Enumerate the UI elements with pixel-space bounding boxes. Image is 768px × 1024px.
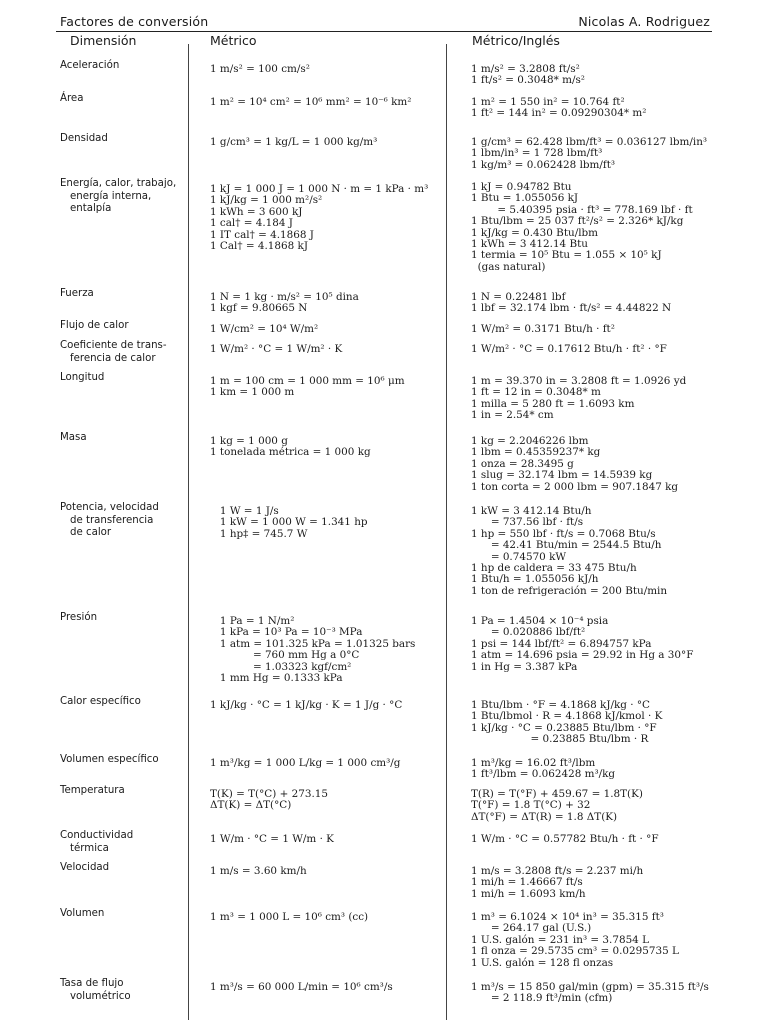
- row-metric-english: [471, 758, 761, 781]
- metric-equation: 1 W/m² · °C = 1 W/m² · K: [210, 343, 343, 355]
- metric-equation: 1 W = 1 J/s: [210, 505, 279, 517]
- metric-equation: 1 g/cm³ = 1 kg/L = 1 000 kg/m³: [210, 136, 378, 148]
- row-metric: [210, 616, 442, 684]
- row-metric: [210, 834, 442, 845]
- row-metric: [210, 97, 442, 108]
- column-divider-right: [446, 44, 447, 1020]
- metric-equation: 1 Cal† = 4.1868 kJ: [210, 240, 309, 253]
- english-equation: 1 N = 0.22481 lbf: [471, 291, 566, 303]
- english-equation: 1 m³ = 6.1024 × 10⁴ in³ = 35.315 ft³: [471, 911, 664, 923]
- metric-equation: 1 cal† = 4.184 J: [210, 217, 293, 230]
- dimension-label: térmica: [70, 842, 109, 854]
- english-equation: 1 ton de refrigeración = 200 Btu/min: [471, 584, 668, 597]
- english-equation: T(R) = T(°F) + 459.67 = 1.8T(K): [471, 788, 643, 800]
- row-metric: [210, 344, 442, 355]
- metric-equation: 1 kWh = 3 600 kJ: [210, 205, 303, 218]
- row-metric-english: [471, 376, 761, 422]
- english-equation: 1 g/cm³ = 62.428 lbm/ft³ = 0.036127 lbm/in³: [471, 136, 708, 148]
- row-metric-english: [471, 344, 761, 355]
- row-dimension: [60, 830, 184, 855]
- dimension-label: Fuerza: [60, 288, 94, 299]
- metric-equation: 1 m/s = 3.60 km/h: [210, 865, 307, 877]
- english-equation: (gas natural): [471, 260, 546, 273]
- english-equation: 1 Btu = 1.055056 kJ: [471, 192, 579, 205]
- row-metric-english: [471, 982, 761, 1005]
- row-metric: [210, 292, 442, 315]
- metric-equation: = 1.03323 kgf/cm²: [210, 660, 352, 673]
- metric-equation: 1 atm = 101.325 kPa = 1.01325 bars: [210, 637, 416, 650]
- row-metric: [210, 789, 442, 812]
- english-equation: 1 slug = 32.174 lbm = 14.5939 kg: [471, 469, 653, 482]
- metric-equation: 1 hp‡ = 745.7 W: [210, 527, 308, 540]
- metric-equation: ΔT(K) = ΔT(°C): [210, 799, 292, 812]
- metric-equation: T(K) = T(°C) + 273.15: [210, 788, 328, 800]
- english-equation: 1 ft³/lbm = 0.062428 m³/kg: [471, 768, 616, 781]
- english-equation: 1 lbf = 32.174 lbm · ft/s² = 4.44822 N: [471, 302, 672, 315]
- english-equation: 1 in = 2.54* cm: [471, 409, 554, 422]
- column-header-dimension: Dimensión: [70, 33, 137, 48]
- row-dimension: [60, 978, 184, 1003]
- document-title: Factores de conversión: [60, 14, 209, 29]
- row-dimension: [60, 432, 184, 445]
- english-equation: 1 m/s² = 3.2808 ft/s²: [471, 63, 580, 75]
- row-metric-english: [471, 866, 761, 900]
- dimension-label: Volumen: [60, 908, 105, 919]
- dimension-label: Densidad: [60, 133, 108, 144]
- english-equation: 1 lbm = 0.45359237* kg: [471, 446, 601, 459]
- row-metric: [210, 376, 442, 399]
- dimension-label: Energía, calor, trabajo,: [60, 178, 177, 189]
- dimension-label: Potencia, velocidad: [60, 502, 159, 513]
- row-metric-english: [471, 292, 761, 315]
- column-header-metric: Métrico: [210, 33, 257, 48]
- row-dimension: [60, 320, 184, 333]
- dimension-label: ferencia de calor: [70, 352, 156, 364]
- english-equation: 1 m³/s = 15 850 gal/min (gpm) = 35.315 ft³/s: [471, 981, 709, 993]
- english-equation: 1 kJ = 0.94782 Btu: [471, 181, 572, 193]
- dimension-label: Masa: [60, 432, 87, 443]
- dimension-label: Aceleración: [60, 60, 120, 71]
- metric-equation: 1 kgf = 9.80665 N: [210, 302, 308, 315]
- metric-equation: 1 W/m · °C = 1 W/m · K: [210, 833, 334, 845]
- row-metric: [210, 700, 442, 711]
- row-metric-english: [471, 912, 761, 969]
- dimension-label: volumétrico: [70, 990, 131, 1002]
- metric-equation: 1 N = 1 kg · m/s² = 10⁵ dina: [210, 291, 359, 303]
- row-dimension: [60, 288, 184, 301]
- english-equation: = 264.17 gal (U.S.): [471, 922, 592, 935]
- english-equation: 1 W/m² · °C = 0.17612 Btu/h · ft² · °F: [471, 343, 667, 355]
- row-metric-english: [471, 182, 761, 273]
- row-dimension: [60, 862, 184, 875]
- english-equation: 1 mi/h = 1.6093 km/h: [471, 887, 586, 900]
- metric-equation: = 760 mm Hg a 0°C: [210, 649, 360, 662]
- metric-equation: 1 m³ = 1 000 L = 10⁶ cm³ (cc): [210, 911, 369, 923]
- row-metric-english: [471, 324, 761, 335]
- column-header-metric-english: Métrico/Inglés: [472, 33, 560, 48]
- dimension-label: Tasa de flujo: [60, 978, 124, 989]
- english-equation: 1 m/s = 3.2808 ft/s = 2.237 mi/h: [471, 865, 644, 877]
- row-metric-english: [471, 834, 761, 845]
- metric-equation: 1 kJ = 1 000 J = 1 000 N · m = 1 kPa · m³: [210, 183, 429, 195]
- dimension-label: Conductividad: [60, 830, 134, 841]
- english-equation: = 42.41 Btu/min = 2544.5 Btu/h: [471, 539, 662, 552]
- metric-equation: 1 W/cm² = 10⁴ W/m²: [210, 323, 319, 335]
- metric-equation: 1 IT cal† = 4.1868 J: [210, 228, 314, 241]
- english-equation: 1 W/m · °C = 0.57782 Btu/h · ft · °F: [471, 833, 659, 845]
- english-equation: 1 hp = 550 lbf · ft/s = 0.7068 Btu/s: [471, 527, 656, 540]
- row-metric: [210, 912, 442, 923]
- row-dimension: [60, 133, 184, 146]
- english-equation: = 737.56 lbf · ft/s: [471, 516, 584, 529]
- row-metric: [210, 866, 442, 877]
- dimension-label: Temperatura: [60, 785, 125, 796]
- dimension-label: Presión: [60, 612, 98, 623]
- english-equation: 1 milla = 5 280 ft = 1.6093 km: [471, 397, 635, 410]
- dimension-label: de transferencia: [70, 514, 154, 526]
- row-metric-english: [471, 137, 761, 171]
- row-metric-english: [471, 64, 761, 87]
- english-equation: 1 W/m² = 0.3171 Btu/h · ft²: [471, 323, 615, 335]
- row-dimension: [60, 612, 184, 625]
- row-metric: [210, 506, 442, 540]
- dimension-label: Longitud: [60, 372, 105, 383]
- metric-equation: 1 m/s² = 100 cm/s²: [210, 63, 310, 75]
- row-metric: [210, 436, 442, 459]
- english-equation: 1 ft² = 144 in² = 0.09290304* m²: [471, 107, 647, 120]
- metric-equation: 1 m = 100 cm = 1 000 mm = 10⁶ μm: [210, 375, 405, 387]
- english-equation: 1 hp de caldera = 33 475 Btu/h: [471, 562, 637, 575]
- english-equation: = 0.74570 kW: [471, 550, 567, 563]
- english-equation: 1 Btu/lbmol · R = 4.1868 kJ/kmol · K: [471, 710, 663, 723]
- metric-equation: 1 m³/s = 60 000 L/min = 10⁶ cm³/s: [210, 981, 393, 993]
- row-metric-english: [471, 436, 761, 493]
- metric-equation: 1 m² = 10⁴ cm² = 10⁶ mm² = 10⁻⁶ km²: [210, 96, 412, 108]
- english-equation: ΔT(°F) = ΔT(R) = 1.8 ΔT(K): [471, 810, 618, 823]
- english-equation: = 0.23885 Btu/lbm · R: [471, 733, 649, 746]
- dimension-label: Área: [60, 93, 84, 104]
- english-equation: 1 ft/s² = 0.3048* m/s²: [471, 74, 585, 87]
- row-dimension: [60, 754, 184, 767]
- metric-equation: 1 Pa = 1 N/m²: [210, 615, 295, 627]
- row-metric: [210, 137, 442, 148]
- english-equation: 1 psi = 144 lbf/ft² = 6.894757 kPa: [471, 637, 652, 650]
- author-name: Nicolas A. Rodriguez: [578, 14, 710, 29]
- english-equation: 1 ton corta = 2 000 lbm = 907.1847 kg: [471, 480, 679, 493]
- dimension-label: Velocidad: [60, 862, 110, 873]
- column-divider-left: [188, 44, 189, 1020]
- english-equation: 1 m³/kg = 16.02 ft³/lbm: [471, 757, 596, 769]
- dimension-label: de calor: [70, 527, 112, 539]
- english-equation: 1 in Hg = 3.387 kPa: [471, 660, 578, 673]
- row-metric: [210, 982, 442, 993]
- english-equation: T(°F) = 1.8 T(°C) + 32: [471, 799, 591, 812]
- metric-equation: 1 m³/kg = 1 000 L/kg = 1 000 cm³/g: [210, 757, 401, 769]
- row-dimension: [60, 178, 184, 216]
- english-equation: 1 mi/h = 1.46667 ft/s: [471, 876, 583, 889]
- english-equation: 1 m² = 1 550 in² = 10.764 ft²: [471, 96, 625, 108]
- row-metric: [210, 324, 442, 335]
- row-dimension: [60, 908, 184, 921]
- english-equation: 1 kJ/kg · °C = 0.23885 Btu/lbm · °F: [471, 721, 657, 734]
- metric-equation: 1 kJ/kg = 1 000 m²/s²: [210, 194, 323, 207]
- row-dimension: [60, 340, 184, 365]
- row-dimension: [60, 372, 184, 385]
- english-equation: 1 lbm/in³ = 1 728 lbm/ft³: [471, 147, 603, 160]
- row-metric: [210, 758, 442, 769]
- metric-equation: 1 mm Hg = 0.1333 kPa: [210, 672, 343, 685]
- english-equation: 1 fl onza = 29.5735 cm³ = 0.0295735 L: [471, 945, 679, 958]
- row-metric-english: [471, 789, 761, 823]
- english-equation: = 5.40395 psia · ft³ = 778.169 lbf · ft: [471, 203, 693, 216]
- english-equation: 1 kW = 3 412.14 Btu/h: [471, 505, 592, 517]
- english-equation: = 2 118.9 ft³/min (cfm): [471, 992, 613, 1005]
- english-equation: 1 atm = 14.696 psia = 29.92 in Hg a 30°F: [471, 649, 694, 662]
- metric-equation: 1 kW = 1 000 W = 1.341 hp: [210, 516, 368, 529]
- metric-equation: 1 tonelada métrica = 1 000 kg: [210, 446, 371, 459]
- dimension-label: energía interna,: [70, 190, 152, 202]
- row-metric-english: [471, 506, 761, 597]
- row-dimension: [60, 502, 184, 540]
- metric-equation: 1 kJ/kg · °C = 1 kJ/kg · K = 1 J/g · °C: [210, 699, 403, 711]
- header-rule: [56, 31, 712, 32]
- english-equation: 1 ft = 12 in = 0.3048* m: [471, 386, 601, 399]
- dimension-label: entalpía: [70, 203, 112, 215]
- english-equation: 1 termia = 10⁵ Btu = 1.055 × 10⁵ kJ: [471, 249, 662, 262]
- metric-equation: 1 kPa = 10³ Pa = 10⁻³ MPa: [210, 626, 363, 639]
- row-dimension: [60, 785, 184, 798]
- row-dimension: [60, 93, 184, 106]
- english-equation: 1 kg = 2.2046226 lbm: [471, 435, 589, 447]
- english-equation: 1 Btu/h = 1.055056 kJ/h: [471, 573, 599, 586]
- english-equation: 1 Pa = 1.4504 × 10⁻⁴ psia: [471, 615, 609, 627]
- metric-equation: 1 kg = 1 000 g: [210, 435, 288, 447]
- english-equation: 1 kJ/kg = 0.430 Btu/lbm: [471, 226, 599, 239]
- english-equation: = 0.020886 lbf/ft²: [471, 626, 586, 639]
- row-metric: [210, 184, 442, 252]
- row-metric: [210, 64, 442, 75]
- english-equation: 1 U.S. galón = 231 in³ = 3.7854 L: [471, 933, 649, 946]
- english-equation: 1 onza = 28.3495 g: [471, 457, 574, 470]
- row-metric-english: [471, 700, 761, 746]
- dimension-label: Flujo de calor: [60, 320, 129, 331]
- english-equation: 1 U.S. galón = 128 fl onzas: [471, 956, 614, 969]
- english-equation: 1 kg/m³ = 0.062428 lbm/ft³: [471, 158, 616, 171]
- english-equation: 1 kWh = 3 412.14 Btu: [471, 238, 588, 251]
- dimension-label: Volumen específico: [60, 754, 159, 765]
- english-equation: 1 Btu/lbm = 25 037 ft²/s² = 2.326* kJ/kg: [471, 215, 684, 228]
- row-metric-english: [471, 97, 761, 120]
- dimension-label: Coeficiente de trans-: [60, 340, 167, 351]
- english-equation: 1 Btu/lbm · °F = 4.1868 kJ/kg · °C: [471, 699, 650, 711]
- row-metric-english: [471, 616, 761, 673]
- dimension-label: Calor específico: [60, 696, 141, 707]
- row-dimension: [60, 60, 184, 73]
- metric-equation: 1 km = 1 000 m: [210, 386, 295, 399]
- english-equation: 1 m = 39.370 in = 3.2808 ft = 1.0926 yd: [471, 375, 687, 387]
- row-dimension: [60, 696, 184, 709]
